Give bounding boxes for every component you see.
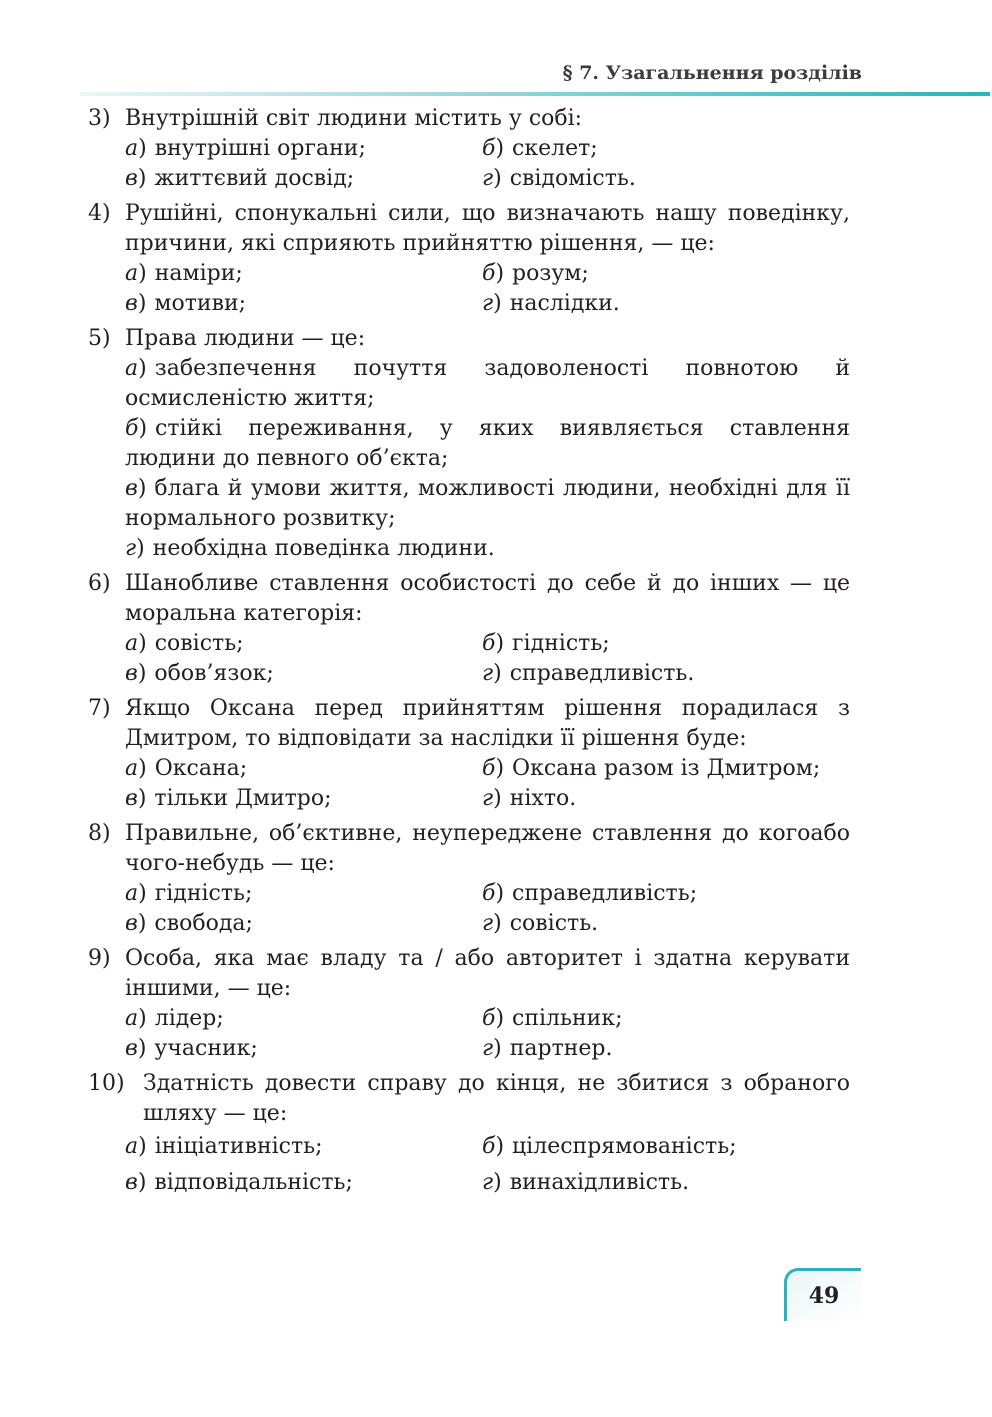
option-g: г) наслідки.	[482, 291, 620, 316]
option-a: а) забезпечення почуття задоволеності повнотою й осмисленістю життя;	[125, 356, 850, 411]
page-number: 49	[808, 1283, 840, 1309]
option-v: в) учасник;	[125, 1036, 258, 1061]
question-number: 3)	[88, 106, 111, 131]
question-text: Особа, яка має владу та / або авторитет і здатна керувати іншими, — це:	[125, 946, 850, 1001]
option-a: а) гідність;	[125, 881, 253, 906]
question-text: Правильне, об’єктивне, неупереджене ставлення до когоабо чого-небудь — це:	[125, 821, 850, 876]
question-number: 9)	[88, 946, 111, 971]
option-b: б) стійкі переживання, у яких виявляється ставлення людини до певного об’єкта;	[125, 416, 850, 471]
options	[125, 879, 850, 939]
question-text: Внутрішній світ людини містить у собі:	[125, 106, 583, 131]
header-rule	[80, 92, 990, 96]
option-b: б) скелет;	[482, 136, 598, 161]
section-title: § 7. Узагальнення розділів	[562, 62, 862, 84]
option-g: г) винахідливість.	[482, 1170, 690, 1195]
question-8	[88, 819, 850, 939]
option-b: б) розум;	[482, 261, 589, 286]
option-v: в) життєвий досвід;	[125, 166, 355, 191]
question-3	[88, 104, 850, 194]
options	[125, 629, 850, 689]
question-4	[88, 199, 850, 319]
option-b: б) справедливість;	[482, 881, 698, 906]
question-number: 7)	[88, 696, 111, 721]
options	[125, 1129, 850, 1201]
options	[125, 1004, 850, 1064]
option-v: в) свобода;	[125, 911, 253, 936]
option-a: а) Оксана;	[125, 756, 248, 781]
option-a: а) ініціативність;	[125, 1134, 323, 1159]
option-g: г) свідомість.	[482, 166, 636, 191]
option-g: г) необхідна поведінка людини.	[125, 536, 495, 561]
options	[125, 259, 850, 319]
question-number: 6)	[88, 571, 111, 596]
question-6	[88, 569, 850, 689]
question-5	[88, 324, 850, 564]
option-v: в) блага й умови життя, можливості людини, необхідні для її нормального розвитку;	[125, 476, 850, 531]
question-list	[88, 104, 850, 1206]
option-g: г) справедливість.	[482, 661, 695, 686]
options	[125, 134, 850, 194]
question-number: 4)	[88, 201, 111, 226]
question-number: 10)	[88, 1071, 125, 1096]
options	[125, 754, 850, 814]
question-10	[88, 1069, 850, 1201]
option-b: б) Оксана разом із Дмитром;	[482, 756, 821, 781]
option-a: а) совість;	[125, 631, 244, 656]
option-v: в) тільки Дмитро;	[125, 786, 332, 811]
option-v: в) обов’язок;	[125, 661, 274, 686]
question-number: 5)	[88, 326, 111, 351]
option-a: а) лідер;	[125, 1006, 224, 1031]
question-text: Шанобливе ставлення особистості до себе й до інших — це моральна категорія:	[125, 571, 850, 626]
option-b: б) спільник;	[482, 1006, 623, 1031]
question-9	[88, 944, 850, 1064]
question-text: Права людини — це:	[125, 326, 366, 351]
question-text: Якщо Оксана перед прийняттям рішення порадилася з Дмитром, то відповідати за наслідки її рішення буде:	[125, 696, 850, 751]
question-7	[88, 694, 850, 814]
option-g: г) партнер.	[482, 1036, 613, 1061]
option-v: в) відповідальність;	[125, 1170, 353, 1195]
page-number-tab	[784, 1268, 861, 1321]
option-g: г) ніхто.	[482, 786, 577, 811]
question-text: Здатність довести справу до кінця, не збитися з обраного шляху — це:	[143, 1071, 850, 1126]
option-a: а) внутрішні органи;	[125, 136, 366, 161]
question-text: Рушійні, спонукальні сили, що визначають нашу поведінку, причини, які сприяють прийняттю рішення, — це:	[125, 201, 850, 256]
question-number: 8)	[88, 821, 111, 846]
option-b: б) цілеспрямованість;	[482, 1134, 737, 1159]
option-v: в) мотиви;	[125, 291, 247, 316]
option-g: г) совість.	[482, 911, 599, 936]
option-b: б) гідність;	[482, 631, 610, 656]
option-a: а) наміри;	[125, 261, 243, 286]
